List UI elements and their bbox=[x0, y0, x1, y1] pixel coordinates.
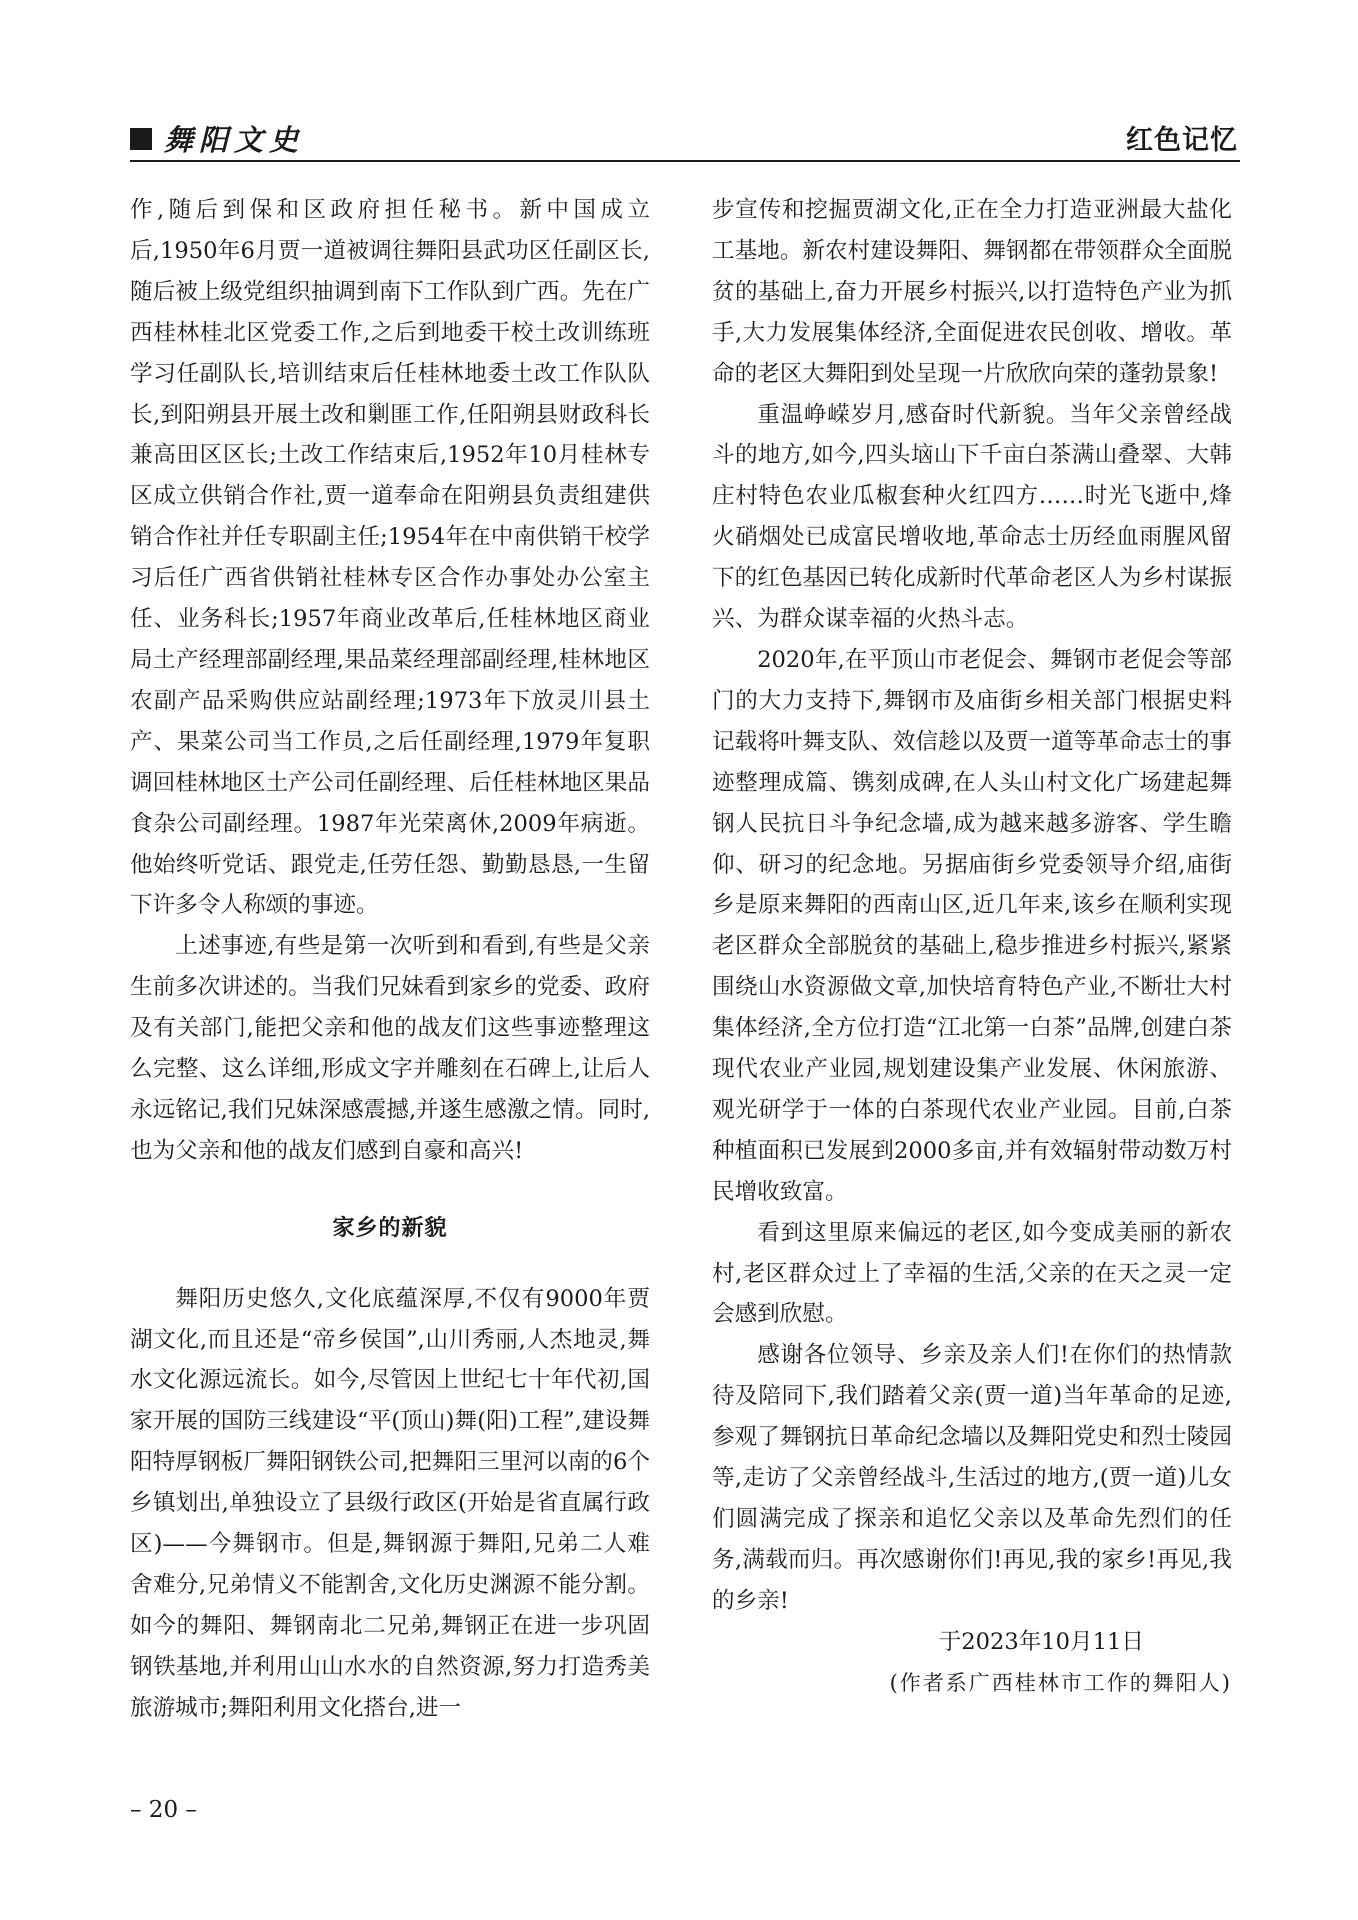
signoff-date: 于2023年10月11日 bbox=[938, 1628, 1144, 1655]
paragraph: 感谢各位领导、乡亲及亲人们!在你们的热情款待及陪同下,我们踏着父亲(贾一道)当年革命的足迹,参观了舞钢抗日革命纪念墙以及舞阳党史和烈士陵园等,走访了父亲曾经战斗,生活过的地方,(贾一道)儿女们圆满完成了探亲和追忆父亲以及革命先烈们的任务,满载而归。再次感谢你们!再见,我的家乡!再见,我的乡亲! bbox=[712, 1342, 1232, 1614]
header-rule bbox=[130, 160, 1240, 162]
journal-masthead bbox=[130, 118, 304, 159]
section-subheading: 家乡的新貌 bbox=[332, 1215, 448, 1241]
page-number: – 20 – bbox=[130, 1797, 197, 1823]
paragraph: 舞阳历史悠久,文化底蕴深厚,不仅有9000年贾湖文化,而且还是“帝乡侯国”,山川秀丽,人杰地灵,舞水文化源远流长。如今,尽管因上世纪七十年代初,国家开展的国防三线建设“平(顶山)舞(阳)工程”,建设舞阳特厚钢板厂舞阳钢铁公司,把舞阳三里河以南的6个乡镇划出,单独设立了县级行政区(开始是省直属行政区)——今舞钢市。但是,舞钢源于舞阳,兄弟二人难舍难分,兄弟情义不能割舍,文化历史渊源不能分割。如今的舞阳、舞钢南北二兄弟,舞钢正在进一步巩固钢铁基地,并利用山山水水的自然资源,努力打造秀美旅游城市;舞阳利用文化搭台,进一 bbox=[130, 1285, 650, 1721]
paragraph: 看到这里原来偏远的老区,如今变成美丽的新农村,老区群众过上了幸福的生活,父亲的在天之灵一定会感到欣慰。 bbox=[712, 1219, 1232, 1328]
square-bullet-icon bbox=[130, 128, 152, 150]
section-title: 红色记忆 bbox=[1126, 125, 1238, 156]
paragraph: 2020年,在平顶山市老促会、舞钢市老促会等部门的大力支持下,舞钢市及庙街乡相关部门根据史料记载将叶舞支队、效信趁以及贾一道等革命志士的事迹整理成篇、镌刻成碑,在人头山村文化广场建起舞钢人民抗日斗争纪念墙,成为越来越多游客、学生瞻仰、研习的纪念地。另据庙街乡党委领导介绍,庙街乡是原来舞阳的西南山区,近几年来,该乡在顺利实现老区群众全部脱贫的基础上,稳步推进乡村振兴,紧紧围绕山水资源做文章,加快培育特色产业,不断壮大村集体经济,全方位打造“江北第一白茶”品牌,创建白茶现代农业产业园,规划建设集产业发展、休闲旅游、观光研学于一体的白茶现代农业产业园。目前,白茶种植面积已发展到2000多亩,并有效辐射带动数万村民增收致富。 bbox=[712, 646, 1232, 1205]
left-column bbox=[130, 190, 650, 1729]
paragraph: 步宣传和挖掘贾湖文化,正在全力打造亚洲最大盐化工基地。新农村建设舞阳、舞钢都在带领群众全面脱贫的基础上,奋力开展乡村振兴,以打造特色产业为抓手,大力发展集体经济,全面促进农民创收、增收。革命的老区大舞阳到处呈现一片欣欣向荣的蓬勃景象! bbox=[712, 197, 1232, 387]
paragraph: 作,随后到保和区政府担任秘书。新中国成立后,1950年6月贾一道被调往舞阳县武功区任副区长,随后被上级党组织抽调到南下工作队到广西。先在广西桂林桂北区党委工作,之后到地委干校土改训练班学习任副队长,培训结束后任桂林地委土改工作队队长,到阳朔县开展土改和剿匪工作,任阳朔县财政科长兼高田区区长;土改工作结束后,1952年10月桂林专区成立供销合作社,贾一道奉命在阳朔县负责组建供销合作社并任专职副主任;1954年在中南供销干校学习后任广西省供销社桂林专区合作办事处办公室主任、业务科长;1957年商业改革后,任桂林地区商业局土产经理部副经理,果品菜经理部副经理,桂林地区农副产品采购供应站副经理;1973年下放灵川县土产、果菜公司当工作员,之后任副经理,1979年复职调回桂林地区土产公司任副经理、后任桂林地区果品食杂公司副经理。1987年光荣离休,2009年病逝。他始终听党话、跟党走,任劳任怨、勤勤恳恳,一生留下许多令人称颂的事迹。 bbox=[130, 197, 650, 919]
paragraph: 重温峥嵘岁月,感奋时代新貌。当年父亲曾经战斗的地方,如今,四头垴山下千亩白茶满山叠翠、大韩庄村特色农业瓜椒套种火红四方……时光飞逝中,烽火硝烟处已成富民增收地,革命志士历经血雨腥风留下的红色基因已转化成新时代革命老区人为乡村谋振兴、为群众谋幸福的火热斗志。 bbox=[712, 401, 1232, 633]
journal-title: 舞阳文史 bbox=[164, 123, 305, 157]
author-note: (作者系广西桂林市工作的舞阳人) bbox=[889, 1670, 1232, 1695]
page-header bbox=[130, 118, 1240, 170]
paragraph: 上述事迹,有些是第一次听到和看到,有些是父亲生前多次讲述的。当我们兄妹看到家乡的党委、政府及有关部门,能把父亲和他的战友们这些事迹整理这么完整、这么详细,形成文字并雕刻在石碑上,让后人永远铭记,我们兄妹深感震撼,并遂生感激之情。同时,也为父亲和他的战友们感到自豪和高兴! bbox=[130, 933, 650, 1164]
right-column bbox=[712, 190, 1232, 1704]
